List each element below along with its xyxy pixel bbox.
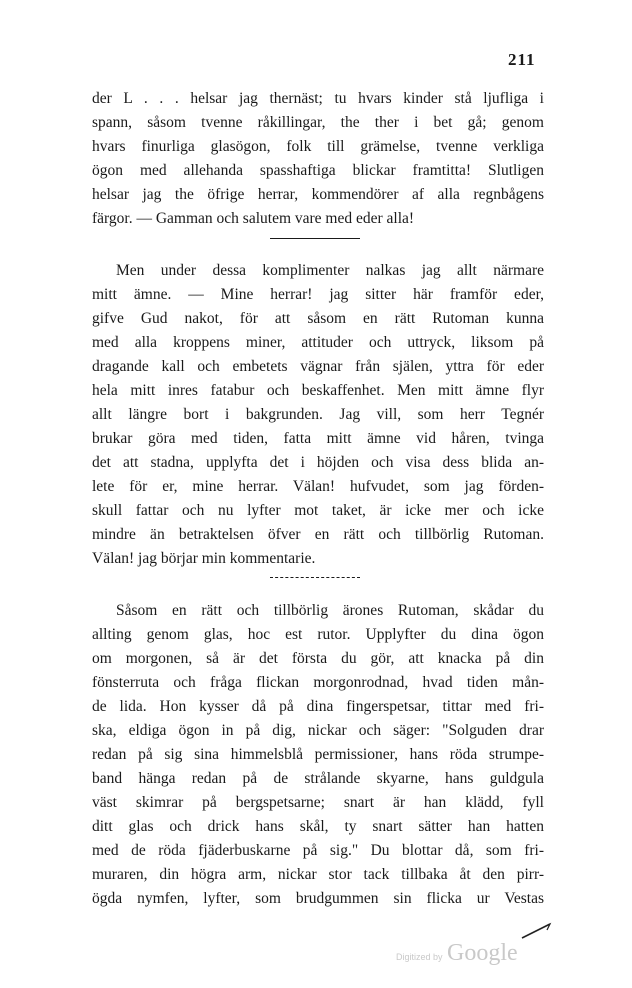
text-line: väst skimrar på bergspetsarne; snart är han klädd, fyll: [92, 794, 544, 811]
text-line: ögda nymfen, lyfter, som brudgummen sin flicka ur Vestas: [92, 890, 544, 907]
text-line: band hänga redan på de strålande skyarne, hans guldgula: [92, 770, 544, 787]
text-line: färgor. — Gamman och salutem vare med eder alla!: [92, 210, 415, 227]
digitized-watermark: [396, 940, 518, 967]
text-line: ögon med allehanda spasshaftiga blickar framtitta! Slutligen: [92, 162, 544, 179]
text-line: ditt glas och drick hans skål, ty snart sätter han hatten: [92, 818, 544, 835]
text-line: lete för er, mine herrar. Välan! hufvudet, som jag förden-: [92, 478, 544, 495]
text-line: om morgonen, så är det första du gör, att knacka på din: [92, 650, 544, 667]
text-line: spann, såsom tvenne råkillingar, the ther i bet gå; genom: [92, 114, 544, 131]
text-line: hvars finurliga glasögon, folk till grämelse, tvenne verkliga: [92, 138, 544, 155]
text-line: de lida. Hon kysser då på dina fingerspetsar, tittar med fri-: [92, 698, 544, 715]
text-line: fönsterruta och fråga flickan morgonrodnad, hvad tiden mån-: [92, 674, 544, 691]
text-line: skull fattar och nu lyfter mot taket, är icke mer och icke: [92, 502, 544, 519]
text-line: Såsom en rätt och tillbörlig ärones Rutoman, skådar du: [116, 602, 544, 619]
text-line: dragande kall och embetets vägnar från själen, yttra för eder: [92, 358, 544, 375]
text-line: helsar jag the öfrige herrar, kommendörer af alla regnbågens: [92, 186, 544, 203]
google-logo: Google: [446, 940, 518, 966]
text-line: hela mitt inres fatabur och beskaffenhet. Men mitt ämne flyr: [92, 382, 544, 399]
section-divider: [270, 238, 360, 239]
text-line: mindre än betraktelsen öfver en rätt och tillbörlig Rutoman.: [92, 526, 544, 543]
watermark-prefix: Digitized by: [396, 952, 443, 962]
text-line: Välan! jag börjar min kommentarie.: [92, 550, 316, 567]
text-line: brukar göra med tiden, fatta mitt ämne vid håren, tvinga: [92, 430, 544, 447]
text-line: allting genom glas, hoc est rutor. Upplyfter du dina ögon: [92, 626, 544, 643]
section-divider: [270, 577, 360, 578]
text-line: det att stadna, upplyfta det i höjden och visa dess blida an-: [92, 454, 544, 471]
text-line: mitt ämne. — Mine herrar! jag sitter här framför eder,: [92, 286, 544, 303]
text-line: muraren, din högra arm, nickar stor tack tillbaka åt den pirr-: [92, 866, 544, 883]
text-line: redan på sig sina himmelsblå permissioner, hans röda strumpe-: [92, 746, 544, 763]
text-line: der L . . . helsar jag thernäst; tu hvars kinder stå ljufliga i: [92, 90, 544, 107]
text-line: gifve Gud nakot, för att såsom en rätt Rutoman kunna: [92, 310, 544, 327]
text-line: med alla kroppens miner, attituder och uttryck, liksom på: [92, 334, 544, 351]
text-line: Men under dessa komplimenter nalkas jag allt närmare: [116, 262, 544, 279]
text-line: allt längre bort i bakgrunden. Jag vill, som herr Tegnér: [92, 406, 544, 423]
text-line: med de röda fjäderbuskarne på sig." Du blottar då, som fri-: [92, 842, 544, 859]
text-line: ska, eldiga ögon in på dig, nickar och säger: "Solguden drar: [92, 722, 544, 739]
page-number: 211: [508, 50, 536, 69]
pen-stroke-icon: [520, 922, 552, 940]
